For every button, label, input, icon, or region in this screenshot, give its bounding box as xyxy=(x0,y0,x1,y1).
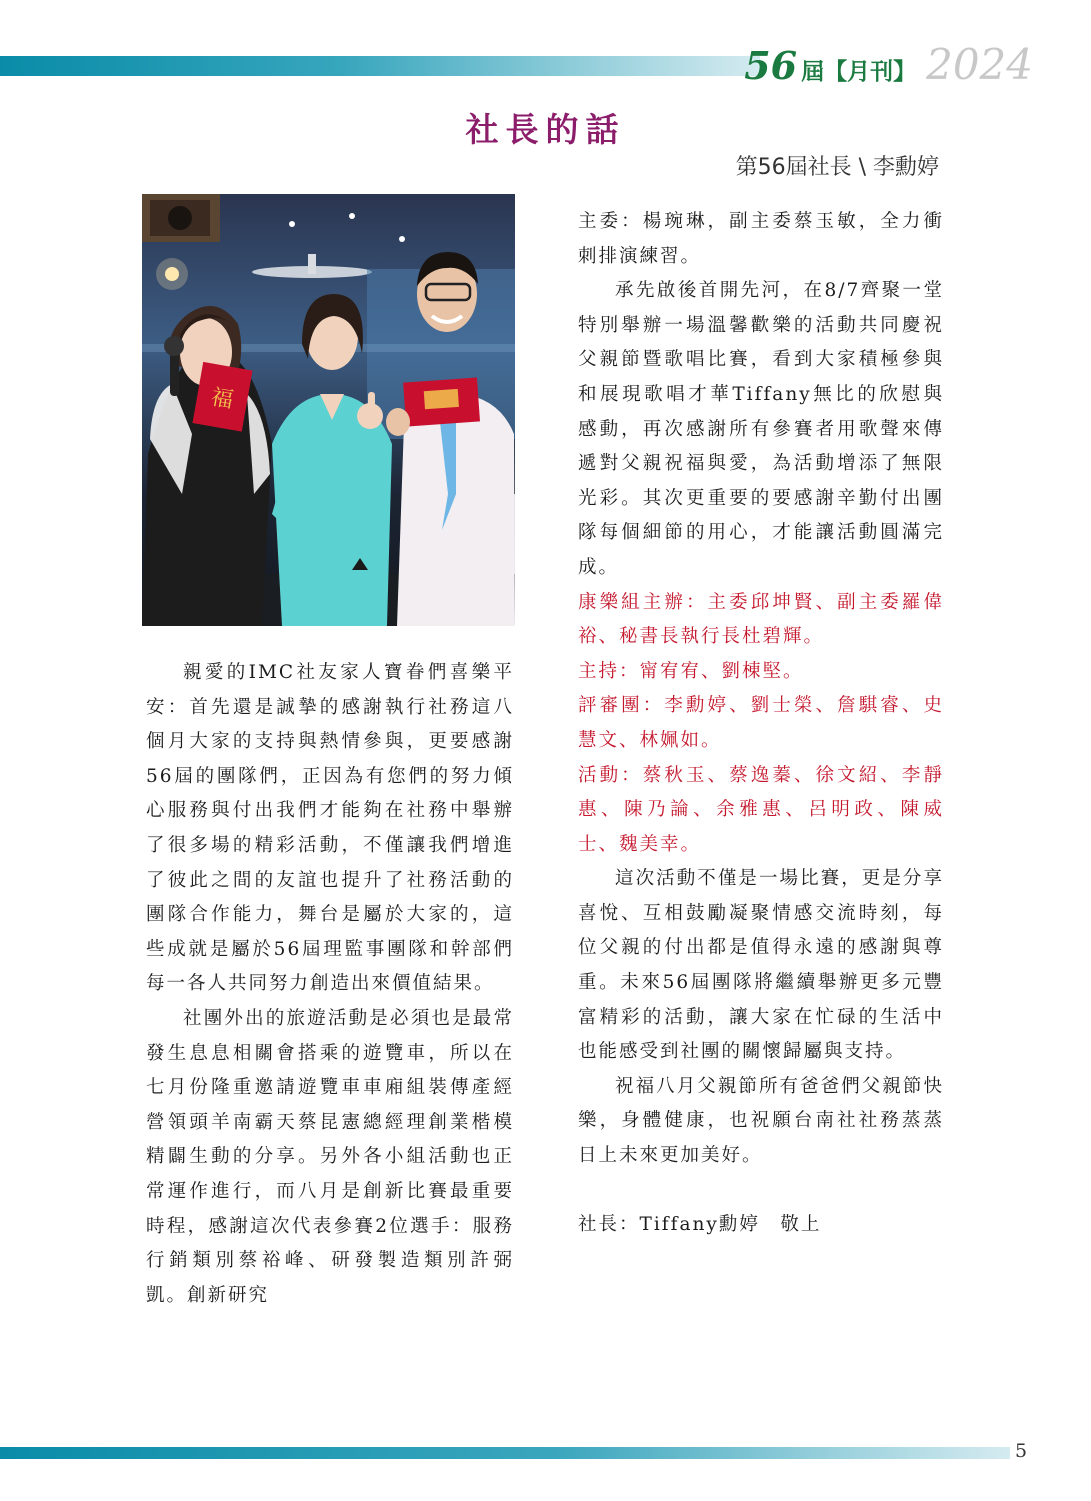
event-photo xyxy=(142,194,515,626)
organizer-credits: 康樂組主辦：主委邱坤賢、副主委羅偉裕、秘書長執行長杜碧輝。 xyxy=(578,591,944,648)
signature: 社長：Tiffany勳婷 敬上 xyxy=(578,1214,822,1236)
judges-credits: 評審團：李勳婷、劉士榮、詹騏睿、史慧文、林姵如。 xyxy=(578,695,944,751)
issue-year: 2024 xyxy=(926,40,1033,89)
bottom-decorative-bar xyxy=(0,1447,1010,1459)
page-title: 社長的話 xyxy=(465,110,626,149)
event-photo-illustration xyxy=(142,194,515,626)
issue-header xyxy=(744,40,1033,90)
right-text-column xyxy=(578,205,944,1243)
activity-credits: 活動：蔡秋玉、蔡逸蓁、徐文紹、李靜惠、陳乃論、余雅惠、呂明政、陳威士、魏美幸。 xyxy=(578,764,944,855)
issue-label: 屆【月刊】 xyxy=(801,59,917,85)
page-number: 5 xyxy=(1015,1440,1028,1462)
host-credits: 主持：甯宥宥、劉棟堅。 xyxy=(578,660,804,682)
left-paragraph-2: 社團外出的旅遊活動是必須也是最常發生息息相關會搭乘的遊覽車，所以在七月份隆重邀請遊覽車車廂組裝傳產經營領頭羊南霸天蔡昆憲總經理創業楷模精闢生動的分享。另外各小組活動也正常運作進行，而八月是創新比賽最重要時程，感謝這次代表參賽2位選手：服務行銷類別蔡裕峰、研發製造類別許弼凱。創新研究 xyxy=(146,1007,514,1306)
right-paragraph-3: 祝福八月父親節所有爸爸們父親節快樂，身體健康，也祝願台南社社務蒸蒸日上未來更加美好。 xyxy=(578,1075,944,1167)
left-text-column xyxy=(146,656,514,1313)
issue-number: 56 xyxy=(744,43,798,88)
top-decorative-bar xyxy=(0,56,760,76)
right-paragraph-0: 主委：楊琬琳，副主委蔡玉敏，全力衝刺排演練習。 xyxy=(578,211,944,267)
left-paragraph-1: 親愛的IMC社友家人寶眷們喜樂平安：首先還是誠摯的感謝執行社務這八個月大家的支持與熱情參與，更要感謝56屆的團隊們，正因為有您們的努力傾心服務與付出我們才能夠在社務中舉辦了很多場的精彩活動，不僅讓我們增進了彼此之間的友誼也提升了社務活動的團隊合作能力，舞台是屬於大家的，這些成就是屬於56屆理監事團隊和幹部們每一各人共同努力創造出來價值結果。 xyxy=(146,662,514,995)
red-envelope-left-text: 福 xyxy=(209,385,236,414)
author-line: 第56屆社長 \ 李勳婷 xyxy=(735,155,939,180)
right-paragraph-1: 承先啟後首開先河，在8/7齊聚一堂特別舉辦一場溫馨歡樂的活動共同慶祝父親節暨歌唱比賽，看到大家積極參與和展現歌唱才華Tiffany無比的欣慰與感動，再次感謝所有參賽者用歌聲來傳遞對父親祝福與愛，為活動增添了無限光彩。其次更重要的要感謝辛勤付出團隊每個細節的用心，才能讓活動圓滿完成。 xyxy=(578,280,944,578)
right-paragraph-2: 這次活動不僅是一場比賽，更是分享喜悅、互相鼓勵凝聚情感交流時刻，每位父親的付出都是值得永遠的感謝與尊重。未來56屆團隊將繼續舉辦更多元豐富精彩的活動，讓大家在忙碌的生活中也能感受到社團的關懷歸屬與支持。 xyxy=(578,868,944,1063)
